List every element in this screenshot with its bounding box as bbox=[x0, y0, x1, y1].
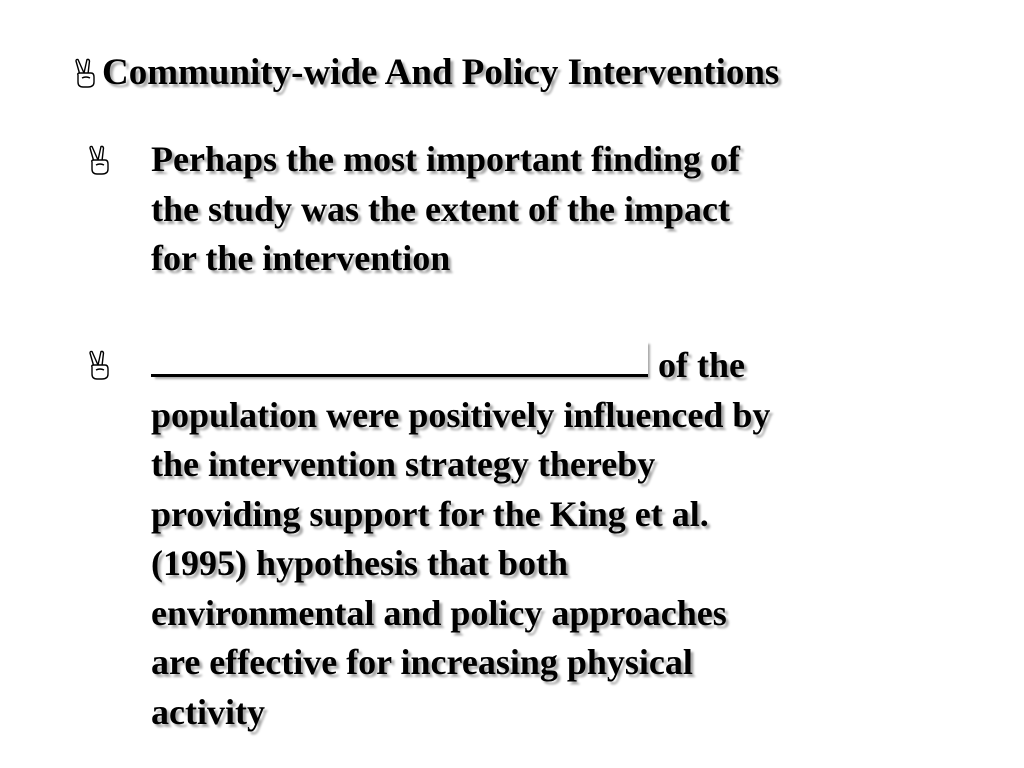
bullet-item bbox=[88, 340, 951, 737]
bullet-text-body: of the population were positively influenced by the intervention strategy thereby providing support for the King et al. (1995) hypothesis that both environmental and policy approaches are effective for increasing physical activity bbox=[151, 345, 771, 732]
victory-hand-icon bbox=[74, 58, 98, 88]
bullet-item bbox=[88, 135, 951, 284]
bullet-text: Perhaps the most important finding of the study was the extent of the impact for the intervention bbox=[151, 139, 741, 278]
slide-title: Community-wide And Policy Interventions bbox=[102, 52, 780, 93]
slide-title-row bbox=[74, 50, 974, 96]
victory-hand-icon bbox=[88, 350, 112, 380]
victory-hand-icon bbox=[88, 145, 112, 175]
bullet-text bbox=[151, 340, 951, 737]
fill-in-blank bbox=[151, 340, 648, 377]
